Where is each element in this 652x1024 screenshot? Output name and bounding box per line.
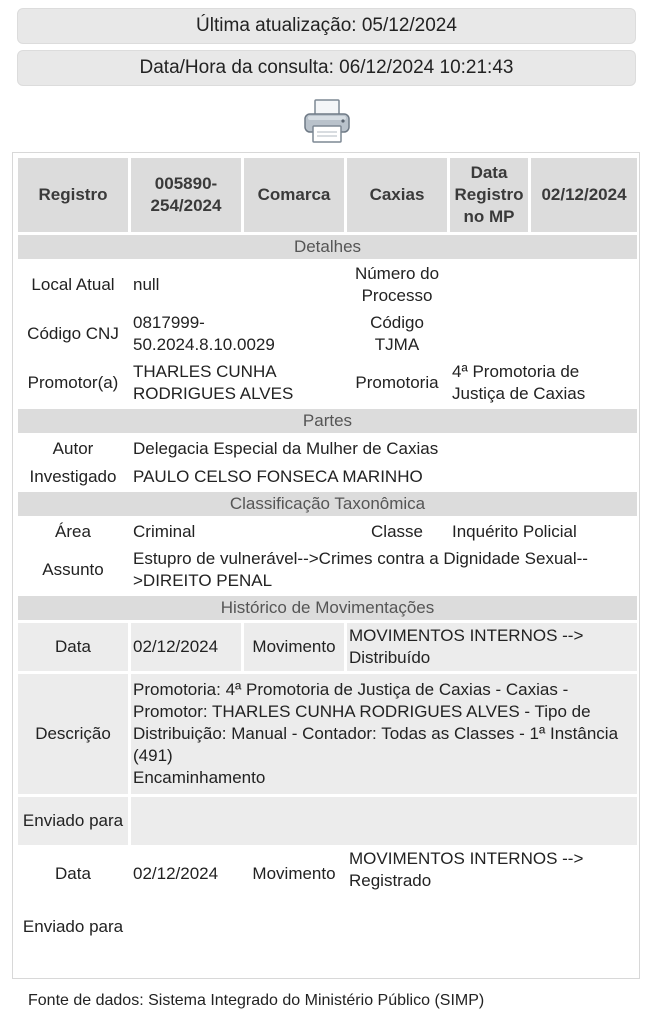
codigo-tjma-value [450,311,637,357]
data-registro-label: Data Registro no MP [450,158,528,232]
registro-label: Registro [18,158,128,232]
last-update-bar [17,8,636,44]
query-datetime-text: Data/Hora da consulta: 06/12/2024 10:21:43 [139,57,514,78]
last-update-text: Última atualização: 05/12/2024 [196,15,457,36]
promotoria-label: Promotoria [355,373,439,392]
promotor-value: THARLES CUNHA RODRIGUES ALVES [133,362,294,403]
registro-value: 005890-254/2024 [131,158,241,232]
section-detalhes: Detalhes [18,235,637,259]
mov1-enviado-label: Enviado para [18,797,128,845]
printer-icon[interactable] [302,98,352,144]
classe-value: Inquérito Policial [452,521,577,541]
mov2-data-label: Data [55,864,91,883]
data-registro-value: 02/12/2024 [531,158,637,232]
mov1-descricao-value: Promotoria: 4ª Promotoria de Justiça de Caxias - Caxias - Promotor: THARLES CUNHA RODRIGUES ALVES - Tipo de Distribuição: Manual - Contador: Todas as Classes - 1ª Instância (491) [133,680,619,765]
process-details-table [15,155,640,954]
mov2-movimento-value: MOVIMENTOS INTERNOS --> Registrado [349,849,584,890]
mov1-descricao-cell [131,674,637,794]
data-source-footer: Fonte de dados: Sistema Integrado do Ministério Público (SIMP) [28,992,485,1009]
query-datetime-bar [17,50,636,86]
codigo-tjma-label: Código TJMA [370,313,424,354]
process-details-panel [12,152,640,979]
comarca-label: Comarca [244,158,344,232]
local-atual-value: null [133,275,160,294]
mov2-enviado-label: Enviado para [22,917,124,936]
classe-label: Classe [371,521,423,541]
mov1-data-label: Data [18,623,128,671]
promotoria-value: 4ª Promotoria de Justiça de Caxias [452,362,586,403]
comarca-value: Caxias [347,158,447,232]
mov1-enviado-value [131,797,637,845]
numero-processo-label: Número do Processo [354,264,440,305]
mov1-descricao-extra: Encaminhamento [133,768,266,787]
mov1-data-value: 02/12/2024 [131,623,241,671]
section-classificacao: Classificação Taxonômica [18,492,637,516]
mov2-data-value: 02/12/2024 [133,864,219,883]
mov1-movimento-label: Movimento [244,623,344,671]
assunto-value: Estupro de vulnerável-->Crimes contra a Dignidade Sexual-->DIREITO PENAL [133,549,588,590]
mov2-movimento-label: Movimento [252,864,336,883]
section-partes: Partes [18,409,637,433]
mov2-enviado-value [131,903,637,951]
assunto-label: Assunto [42,560,104,579]
area-value: Criminal [133,521,196,541]
mov1-descricao-label: Descrição [18,674,128,794]
codigo-cnj-label: Código CNJ [27,324,119,343]
numero-processo-value [450,262,637,308]
codigo-cnj-value: 0817999-50.2024.8.10.0029 [133,313,275,354]
promotor-label: Promotor(a) [27,373,119,392]
investigado-value: PAULO CELSO FONSECA MARINHO [133,466,423,486]
autor-label: Autor [52,438,94,458]
local-atual-label: Local Atual [31,275,115,294]
section-historico: Histórico de Movimentações [18,596,637,620]
mov1-movimento-value: MOVIMENTOS INTERNOS --> Distribuído [347,623,637,671]
investigado-label: Investigado [29,466,117,486]
autor-value: Delegacia Especial da Mulher de Caxias [133,438,439,458]
area-label: Área [55,521,91,541]
